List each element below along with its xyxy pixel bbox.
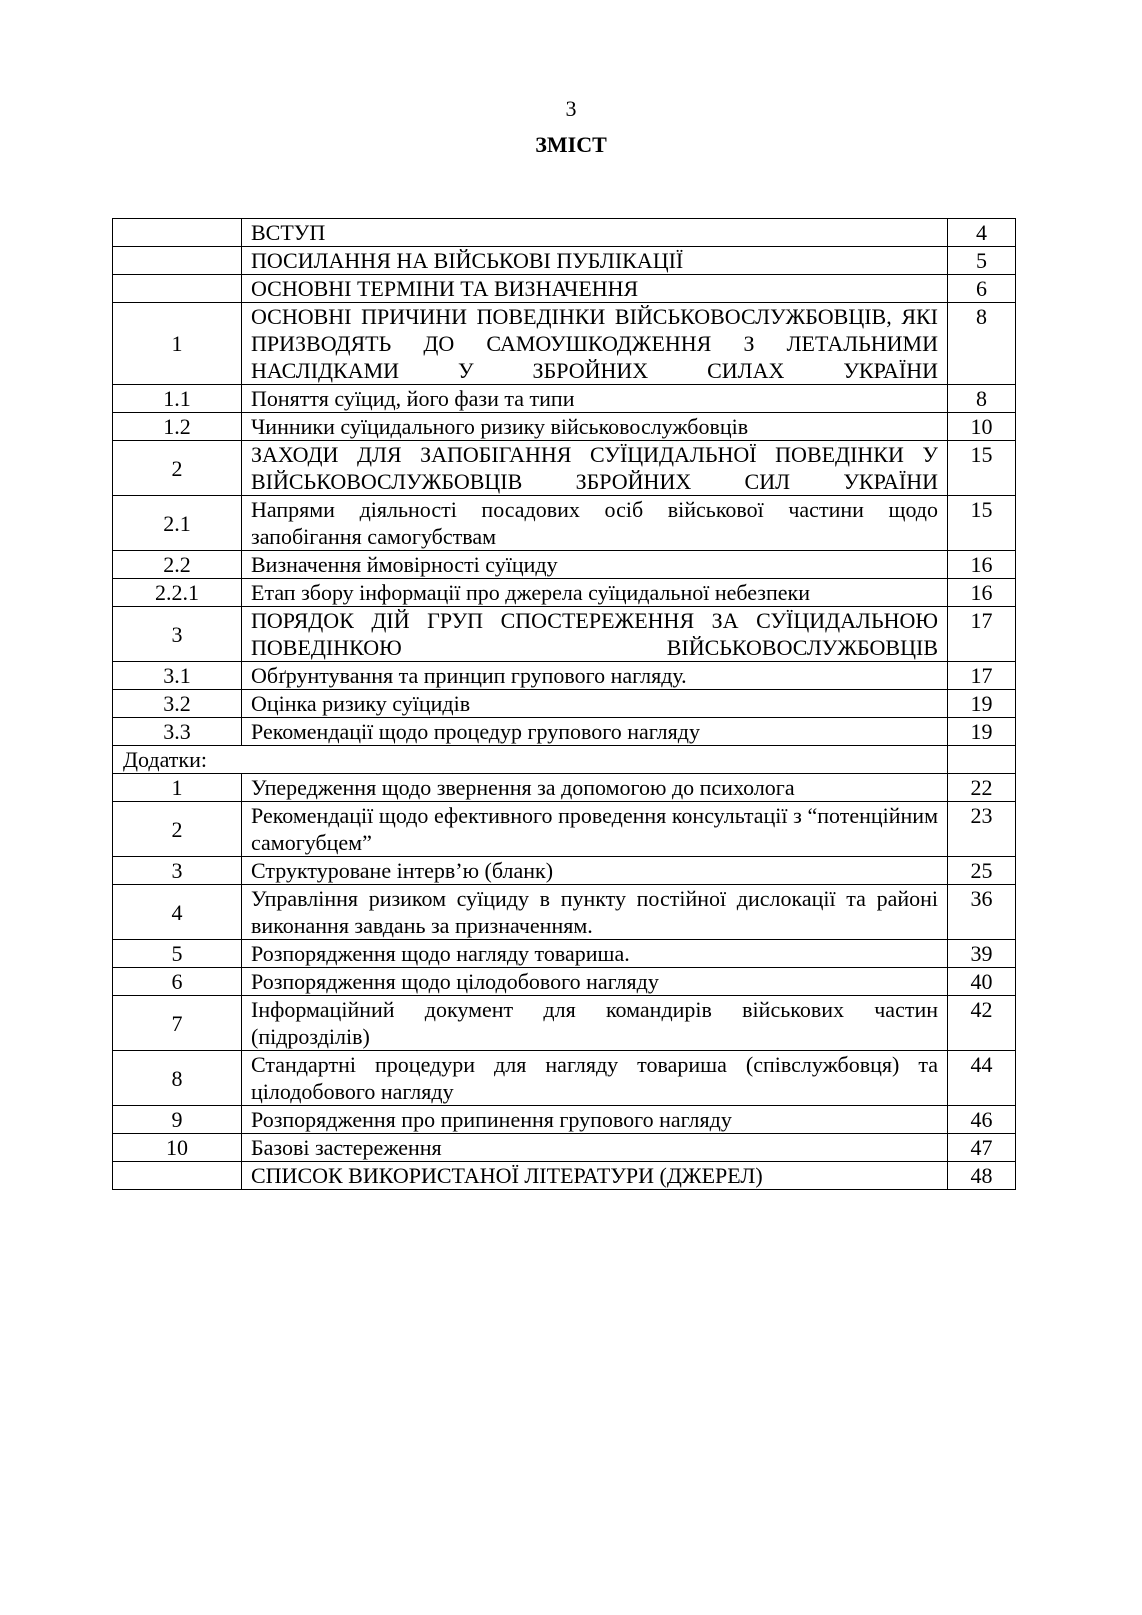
toc-entry-number — [113, 275, 242, 303]
toc-entry-page: 8 — [948, 303, 1016, 385]
toc-row — [113, 219, 1016, 247]
toc-entry-number: 1.2 — [113, 413, 242, 441]
toc-entry-title: Напрями діяльності посадових осіб військової частини щодо запобігання самогубствам — [242, 496, 948, 551]
toc-entry-number — [113, 1162, 242, 1190]
toc-entry-title: Розпорядження про припинення групового нагляду — [242, 1106, 948, 1134]
toc-entry-title: Поняття суїцид, його фази та типи — [242, 385, 948, 413]
toc-entry-number: 2.2 — [113, 551, 242, 579]
toc-entry-page: 25 — [948, 857, 1016, 885]
toc-row — [113, 718, 1016, 746]
page-number: 3 — [565, 96, 577, 121]
toc-entry-title: Чинники суїцидального ризику військовослужбовців — [242, 413, 948, 441]
toc-entry-title: Визначення ймовірності суїциду — [242, 551, 948, 579]
toc-entry-title: Розпорядження щодо нагляду товариша. — [242, 940, 948, 968]
toc-row — [113, 496, 1016, 551]
toc-entry-number: 1 — [113, 774, 242, 802]
appendix-row — [113, 1051, 1016, 1106]
toc-entry-number: 1.1 — [113, 385, 242, 413]
toc-entry-number: 1 — [113, 303, 242, 385]
toc-entry-number: 3.2 — [113, 690, 242, 718]
appendix-row — [113, 968, 1016, 996]
toc-entry-page: 15 — [948, 441, 1016, 496]
toc-row — [113, 413, 1016, 441]
appendix-row — [113, 802, 1016, 857]
toc-entry-page: 42 — [948, 996, 1016, 1051]
toc-row — [113, 579, 1016, 607]
toc-entry-number: 2 — [113, 441, 242, 496]
toc-row — [113, 275, 1016, 303]
toc-entry-title: Структуроване інтерв’ю (бланк) — [242, 857, 948, 885]
toc-entry-page: 40 — [948, 968, 1016, 996]
toc-entry-page: 36 — [948, 885, 1016, 940]
toc-entry-page: 8 — [948, 385, 1016, 413]
toc-entry-page: 15 — [948, 496, 1016, 551]
toc-entry-number: 2.2.1 — [113, 579, 242, 607]
appendix-row — [113, 774, 1016, 802]
toc-entry-title: Обґрунтування та принцип групового нагляду. — [242, 662, 948, 690]
toc-entry-page: 22 — [948, 774, 1016, 802]
toc-entry-page: 10 — [948, 413, 1016, 441]
toc-entry-title: Етап збору інформації про джерела суїцидальної небезпеки — [242, 579, 948, 607]
toc-entry-page: 5 — [948, 247, 1016, 275]
appendix-header-row — [113, 746, 1016, 774]
appendix-page-empty — [948, 746, 1016, 774]
toc-row — [113, 662, 1016, 690]
toc-entry-number: 6 — [113, 968, 242, 996]
toc-entry-number: 3.3 — [113, 718, 242, 746]
toc-entry-page: 46 — [948, 1106, 1016, 1134]
toc-entry-title: Рекомендації щодо ефективного проведення консультації з “потенційним самогубцем” — [242, 802, 948, 857]
toc-entry-number: 3.1 — [113, 662, 242, 690]
toc-entry-page: 17 — [948, 607, 1016, 662]
toc-entry-number: 10 — [113, 1134, 242, 1162]
toc-entry-title: Розпорядження щодо цілодобового нагляду — [242, 968, 948, 996]
toc-entry-page: 19 — [948, 690, 1016, 718]
toc-entry-number: 4 — [113, 885, 242, 940]
toc-entry-number: 3 — [113, 607, 242, 662]
toc-entry-title: Базові застереження — [242, 1134, 948, 1162]
page-title: ЗМІСТ — [535, 132, 607, 157]
toc-entry-title: ЗАХОДИ ДЛЯ ЗАПОБІГАННЯ СУЇЦИДАЛЬНОЇ ПОВЕДІНКИ У ВІЙСЬКОВОСЛУЖБОВЦІВ ЗБРОЙНИХ СИЛ УКРАЇНИ — [242, 441, 948, 496]
appendix-row — [113, 1106, 1016, 1134]
toc-entry-page: 6 — [948, 275, 1016, 303]
bibliography-row — [113, 1162, 1016, 1190]
toc-entry-number — [113, 219, 242, 247]
toc-row — [113, 303, 1016, 385]
toc-entry-title: Оцінка ризику суїцидів — [242, 690, 948, 718]
appendix-label: Додатки: — [113, 746, 948, 774]
toc-entry-number: 5 — [113, 940, 242, 968]
toc-entry-number: 9 — [113, 1106, 242, 1134]
toc-entry-number — [113, 247, 242, 275]
toc-row — [113, 690, 1016, 718]
toc-entry-title: ВСТУП — [242, 219, 948, 247]
toc-entry-number: 2 — [113, 802, 242, 857]
toc-entry-page: 47 — [948, 1134, 1016, 1162]
toc-entry-page: 4 — [948, 219, 1016, 247]
toc-entry-title: Управління ризиком суїциду в пункту постійної дислокації та районі виконання завдань за призначенням. — [242, 885, 948, 940]
toc-entry-page: 23 — [948, 802, 1016, 857]
toc-entry-title: ОСНОВНІ ТЕРМІНИ ТА ВИЗНАЧЕННЯ — [242, 275, 948, 303]
toc-entry-title: СПИСОК ВИКОРИСТАНОЇ ЛІТЕРАТУРИ (ДЖЕРЕЛ) — [242, 1162, 948, 1190]
toc-entry-page: 16 — [948, 579, 1016, 607]
toc-row — [113, 607, 1016, 662]
toc-row — [113, 551, 1016, 579]
toc-row — [113, 247, 1016, 275]
appendix-row — [113, 885, 1016, 940]
toc-entry-page: 16 — [948, 551, 1016, 579]
appendix-row — [113, 940, 1016, 968]
toc-row — [113, 441, 1016, 496]
appendix-row — [113, 996, 1016, 1051]
toc-entry-page: 39 — [948, 940, 1016, 968]
toc-entry-title: Упередження щодо звернення за допомогою до психолога — [242, 774, 948, 802]
toc-entry-number: 7 — [113, 996, 242, 1051]
toc-entry-number: 2.1 — [113, 496, 242, 551]
toc-entry-title: Стандартні процедури для нагляду товариша (співслужбовця) та цілодобового нагляду — [242, 1051, 948, 1106]
toc-row — [113, 385, 1016, 413]
toc-entry-page: 19 — [948, 718, 1016, 746]
toc-entry-page: 17 — [948, 662, 1016, 690]
toc-entry-number: 8 — [113, 1051, 242, 1106]
toc-entry-title: Рекомендації щодо процедур групового нагляду — [242, 718, 948, 746]
toc-entry-title: Інформаційний документ для командирів військових частин (підрозділів) — [242, 996, 948, 1051]
toc-entry-title: ПОРЯДОК ДІЙ ГРУП СПОСТЕРЕЖЕННЯ ЗА СУЇЦИДАЛЬНОЮ ПОВЕДІНКОЮ ВІЙСЬКОВОСЛУЖБОВЦІВ — [242, 607, 948, 662]
appendix-row — [113, 857, 1016, 885]
toc-entry-page: 48 — [948, 1162, 1016, 1190]
toc-entry-page: 44 — [948, 1051, 1016, 1106]
toc-entry-title: ОСНОВНІ ПРИЧИНИ ПОВЕДІНКИ ВІЙСЬКОВОСЛУЖБОВЦІВ, ЯКІ ПРИЗВОДЯТЬ ДО САМОУШКОДЖЕННЯ З ЛЕТАЛЬНИМИ НАСЛІДКАМИ У ЗБРОЙНИХ СИЛАХ УКРАЇНИ — [242, 303, 948, 385]
appendix-row — [113, 1134, 1016, 1162]
toc-body — [113, 219, 1016, 1190]
toc-entry-title: ПОСИЛАННЯ НА ВІЙСЬКОВІ ПУБЛІКАЦІЇ — [242, 247, 948, 275]
table-of-contents — [112, 218, 1016, 1190]
toc-entry-number: 3 — [113, 857, 242, 885]
